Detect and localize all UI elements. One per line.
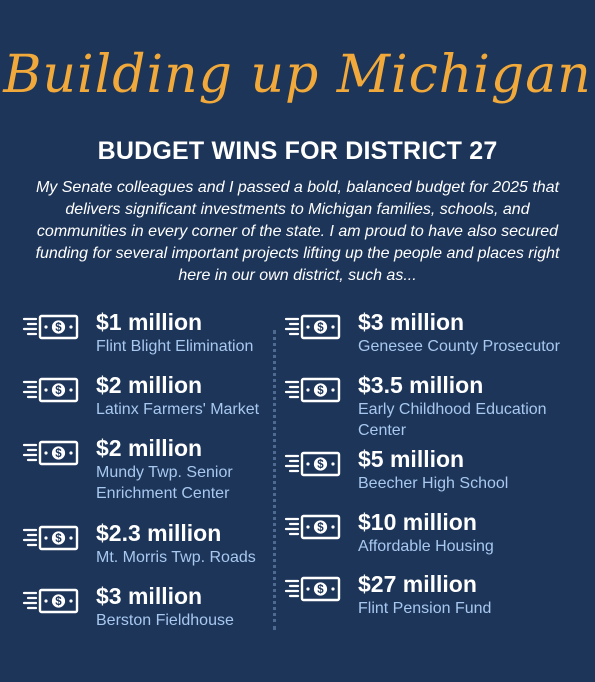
money-bill-icon: [22, 588, 80, 614]
svg-text:$: $: [317, 385, 324, 398]
svg-text:$: $: [55, 322, 62, 335]
item-project: Latinx Farmers' Market: [96, 401, 260, 418]
item-amount: $3.5 million: [358, 372, 484, 398]
column-divider: [273, 330, 276, 630]
item-amount: $2 million: [96, 435, 203, 461]
svg-text:$: $: [317, 459, 324, 472]
item-amount: $3 million: [96, 583, 203, 609]
money-bill-icon: [22, 440, 80, 466]
item-amount: $3 million: [358, 309, 465, 335]
intro-paragraph: My Senate colleagues and I passed a bold, balanced budget for 2025 that delivers significant investments to Michigan families, schools, and communities in every corner of the state. I am proud to have also secured funding for several important projects lifting up the people and places right here in our own district, such as...: [35, 179, 560, 284]
money-bill-icon: [284, 314, 342, 340]
svg-text:$: $: [55, 596, 62, 609]
money-bill-icon: [22, 525, 80, 551]
money-bill-icon: [284, 451, 342, 477]
money-bill-icon: [22, 314, 80, 340]
money-bill-icon: [284, 576, 342, 602]
item-project: Mt. Morris Twp. Roads: [96, 549, 256, 566]
item-project: Beecher High School: [358, 475, 509, 492]
svg-text:$: $: [317, 522, 324, 535]
svg-text:$: $: [317, 322, 324, 335]
item-project: Early Childhood Education Center: [358, 401, 547, 439]
svg-text:$: $: [55, 533, 62, 546]
money-bill-icon: [22, 377, 80, 403]
item-amount: $2 million: [96, 372, 203, 398]
item-amount: $1 million: [96, 309, 203, 335]
item-amount: $27 million: [358, 571, 477, 597]
item-project: Berston Fieldhouse: [96, 612, 234, 629]
item-project: Flint Pension Fund: [358, 600, 492, 617]
item-amount: $5 million: [358, 446, 465, 472]
item-project: Genesee County Prosecutor: [358, 338, 560, 355]
item-amount: $10 million: [358, 509, 477, 535]
svg-text:$: $: [317, 584, 324, 597]
page-subtitle: BUDGET WINS FOR DISTRICT 27: [97, 137, 498, 165]
money-bill-icon: [284, 514, 342, 540]
script-title: Building up Michigan: [3, 45, 592, 105]
svg-text:$: $: [55, 385, 62, 398]
svg-text:$: $: [55, 448, 62, 461]
item-project: Affordable Housing: [358, 538, 494, 555]
item-project: Flint Blight Elimination: [96, 338, 254, 355]
item-project: Mundy Twp. Senior Enrichment Center: [96, 464, 233, 502]
item-amount: $2.3 million: [96, 520, 222, 546]
money-bill-icon: [284, 377, 342, 403]
